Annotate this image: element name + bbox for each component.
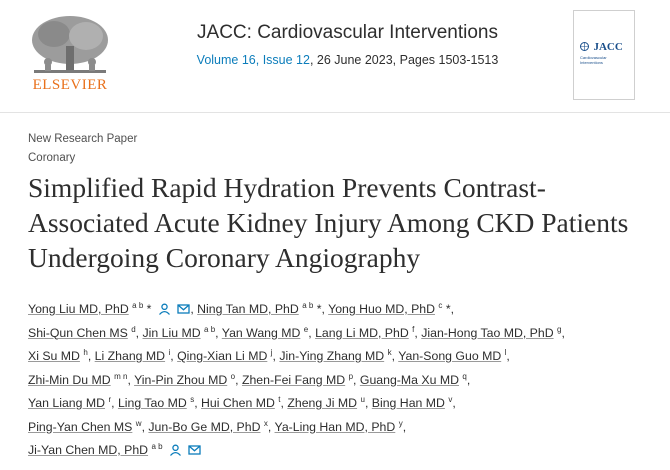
author-affiliation[interactable]: k [387, 347, 392, 357]
author-name[interactable]: Zhi-Min Du MD [28, 372, 111, 387]
article-title: Simplified Rapid Hydration Prevents Contrast-Associated Acute Kidney Injury Among CKD Patients Undergoing Coronary Angiography [28, 172, 629, 273]
author-affiliation[interactable]: p [348, 371, 354, 381]
author-affiliation[interactable]: x [263, 418, 268, 428]
person-icon[interactable] [158, 303, 171, 315]
header-divider [0, 112, 670, 113]
author-name[interactable]: Qing-Xian Li MD [177, 349, 268, 363]
author-list: Yong Liu MD, PhD $^{a b}$ * , Ning Tan MD, PhD $^{a b}$ *, Yong Huo MD, PhD $^c$ *, Shi-Qun Chen MS $^d$, Jin Liu MD $^{a b}$, Yan Wang MD $^e$, Lang Li MD, PhD $^f$, Jian-Hong Tao MD, PhD $^g$, Xi Su MD $^h$, Li Zhang MD $^i$, Qing-Xian Li MD $^j$, Jin-Ying Zhang MD $^k$, Yan-Song Guo MD $^l$, Zhi-Min Du MD $^{m n}$, Yin-Pin Zhou MD $^o$, Zhen-Fei Fang MD $^p$, Guang-Ma Xu MD $^q$, Yan Liang MD $^r$, Ling Tao MD $^s$, Hui Chen MD $^t$, Zheng Ji MD $^u$, Bing Han MD $^v$, Ping-Yan Chen MS $^w$, Jun-Bo Ge MD, PhD $^x$, Ya-Ling Han MD, PhD $^y$, Ji-Yan Chen MD, PhD $^{a b}$ [28, 300, 565, 457]
author-affiliation[interactable]: j [270, 347, 273, 357]
author-affiliation[interactable]: u [360, 394, 365, 404]
author-name[interactable]: Guang-Ma Xu MD [359, 372, 459, 387]
page-header [0, 0, 670, 112]
article-section: Coronary [28, 152, 76, 164]
cover-subtitle: Cardiovascular Interventions [580, 55, 607, 65]
author-name[interactable]: Jun-Bo Ge MD, PhD [148, 419, 261, 434]
author-name[interactable]: Jian-Hong Tao MD, PhD [421, 325, 554, 340]
author-affiliation[interactable]: t [278, 394, 281, 404]
author-name[interactable]: Yan Liang MD [28, 396, 106, 410]
author-name[interactable]: Hui Chen MD [201, 396, 275, 410]
author-affiliation[interactable]: g [557, 324, 562, 334]
author-name[interactable]: Jin Liu MD [142, 325, 201, 340]
author-affiliation[interactable]: w [135, 418, 142, 428]
author-name[interactable]: Lang Li MD, PhD [315, 325, 409, 340]
author-affiliation[interactable]: m n [114, 371, 128, 381]
author-affiliation[interactable]: c [438, 300, 443, 310]
author-name[interactable]: Bing Han MD [371, 396, 445, 410]
journal-citation [135, 53, 560, 67]
cover-jacc-text: JACC [593, 41, 623, 53]
email-icon[interactable] [188, 444, 201, 456]
author-affiliation[interactable]: e [303, 324, 309, 334]
volume-issue-link[interactable]: Volume 16, Issue 12 [196, 53, 310, 67]
author-name[interactable]: Ping-Yan Chen MS [28, 419, 133, 434]
author-name[interactable]: Ning Tan MD, PhD [197, 302, 299, 316]
author-name[interactable]: Shi-Qun Chen MS [28, 325, 128, 340]
author-name[interactable]: Li Zhang MD [94, 349, 166, 363]
author-affiliation[interactable]: i [168, 347, 171, 357]
author-affiliation[interactable]: a b [151, 441, 163, 451]
journal-cover[interactable] [573, 10, 635, 100]
corresponding-star[interactable]: * [313, 302, 322, 316]
article-type: New Research Paper [28, 133, 138, 145]
author-name[interactable]: Jin-Ying Zhang MD [279, 349, 385, 363]
author-name[interactable]: Xi Su MD [28, 349, 80, 363]
person-icon[interactable] [169, 444, 182, 456]
cover-logo [580, 37, 628, 65]
author-affiliation[interactable]: q [462, 371, 467, 381]
journal-title[interactable]: JACC: Cardiovascular Interventions [197, 22, 498, 43]
date-pages: , 26 June 2023, Pages 1503-1513 [309, 53, 499, 67]
author-name[interactable]: Yin-Pin Zhou MD [134, 372, 228, 387]
author-affiliation[interactable]: o [230, 371, 236, 381]
author-affiliation[interactable]: h [83, 347, 88, 357]
author-name[interactable]: Ji-Yan Chen MD, PhD [28, 443, 149, 457]
author-affiliation[interactable]: v [448, 394, 453, 404]
corresponding-star[interactable]: * [143, 302, 152, 316]
author-name[interactable]: Yong Liu MD, PhD [28, 302, 129, 316]
author-affiliation[interactable]: y [398, 418, 403, 428]
author-name[interactable]: Zhen-Fei Fang MD [241, 372, 346, 387]
author-name[interactable]: Yong Huo MD, PhD [328, 302, 435, 316]
author-affiliation[interactable]: a b [302, 300, 314, 310]
author-affiliation[interactable]: a b [204, 324, 216, 334]
author-name[interactable]: Zheng Ji MD [287, 396, 358, 410]
journal-info [135, 22, 560, 67]
author-affiliation[interactable]: l [504, 347, 507, 357]
author-affiliation[interactable]: f [412, 324, 415, 334]
globe-icon [580, 42, 589, 51]
publisher-name: ELSEVIER [32, 77, 108, 93]
author-affiliation[interactable]: r [108, 394, 112, 404]
author-affiliation[interactable]: s [190, 394, 195, 404]
author-name[interactable]: Yan Wang MD [221, 325, 301, 340]
author-name[interactable]: Ya-Ling Han MD, PhD [274, 419, 396, 434]
author-affiliation[interactable]: a b [132, 300, 144, 310]
author-name[interactable]: Yan-Song Guo MD [398, 349, 502, 363]
author-name[interactable]: Ling Tao MD [117, 396, 187, 410]
corresponding-star[interactable]: * [442, 302, 451, 316]
author-affiliation[interactable]: d [131, 324, 136, 334]
email-icon[interactable] [177, 303, 190, 315]
